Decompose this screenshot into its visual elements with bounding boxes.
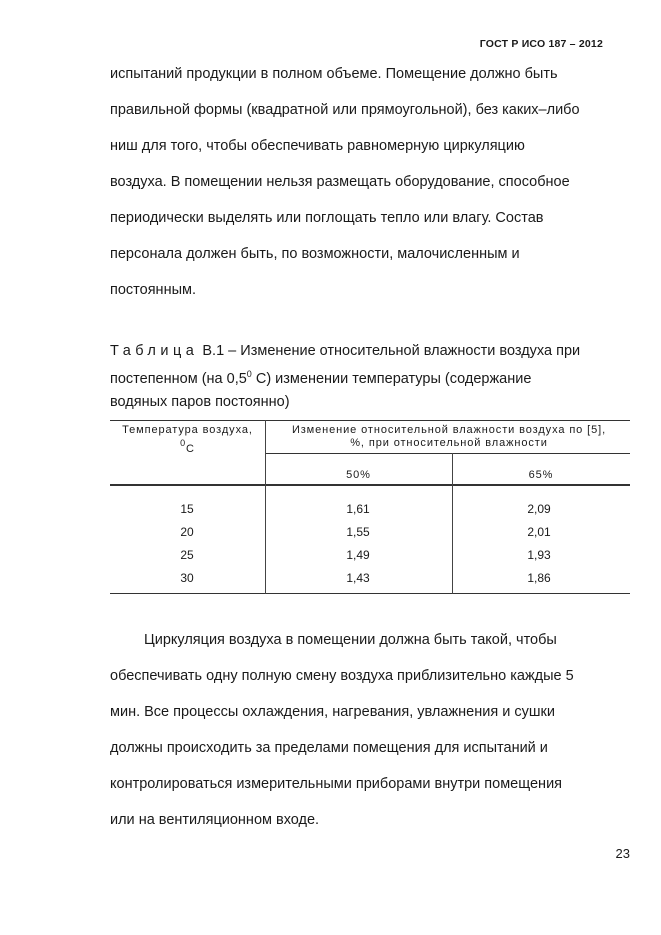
table-col-divider-1 <box>265 420 266 594</box>
paragraph-line: мин. Все процессы охлаждения, нагревания, увлажнения и сушки <box>110 704 555 720</box>
caption-title-line-2a: постепенном (на 0,5 <box>110 371 247 387</box>
page-number: 23 <box>615 846 630 861</box>
table-group-rule <box>265 453 630 454</box>
header-humidity-change: Изменение относительной влажности воздуха по [5], %, при относительной влажности <box>291 424 607 449</box>
paragraph-line: постоянным. <box>110 282 196 298</box>
document-header: ГОСТ Р ИСО 187 – 2012 <box>479 38 603 50</box>
cell-65: 1,93 <box>527 548 551 562</box>
table-header-rule <box>110 484 630 486</box>
cell-50: 1,49 <box>346 548 370 562</box>
cell-temp: 15 <box>180 502 194 516</box>
table-caption <box>110 340 640 414</box>
caption-label: Таблица <box>110 343 199 359</box>
paragraph-line: ниш для того, чтобы обеспечивать равномерную циркуляцию <box>110 138 525 154</box>
paragraph-1 <box>110 62 630 314</box>
cell-50: 1,61 <box>346 502 370 516</box>
cell-50: 1,43 <box>346 571 370 585</box>
caption-degree-sup: 0 <box>246 369 252 379</box>
cell-65: 1,86 <box>527 571 551 585</box>
cell-65: 2,09 <box>527 502 551 516</box>
paragraph-line: контролироваться измерительными приборами внутри помещения <box>110 776 563 792</box>
cell-temp: 30 <box>180 571 194 585</box>
paragraph-line: или на вентиляционном входе. <box>110 812 320 828</box>
caption-title-line-3: водяных паров постоянно) <box>110 394 290 410</box>
paragraph-2 <box>110 628 630 844</box>
paragraph-line: воздуха. В помещении нельзя размещать оборудование, способное <box>110 174 570 190</box>
paragraph-line: испытаний продукции в полном объеме. Помещение должно быть <box>110 66 558 82</box>
humidity-table <box>110 420 630 594</box>
paragraph-line: обеспечивать одну полную смену воздуха приблизительно каждые 5 <box>110 668 574 684</box>
paragraph-line: Циркуляция воздуха в помещении должна быть такой, чтобы <box>144 632 557 648</box>
caption-title-line-1: Изменение относительной влажности воздуха при <box>240 343 581 359</box>
cell-temp: 20 <box>180 525 194 539</box>
paragraph-line: персонала должен быть, по возможности, малочисленным и <box>110 246 520 262</box>
caption-title-line-2b: С) изменении температуры (содержание <box>255 371 532 387</box>
table-bottom-rule <box>110 593 630 594</box>
cell-65: 2,01 <box>527 525 551 539</box>
cell-50: 1,55 <box>346 525 370 539</box>
header-50: 50% <box>346 469 371 481</box>
header-65: 65% <box>528 469 554 481</box>
caption-number: В.1 – <box>202 343 237 359</box>
paragraph-line: должны происходить за пределами помещения для испытаний и <box>110 740 548 756</box>
cell-temp: 25 <box>180 548 194 562</box>
paragraph-line: правильной формы (квадратной или прямоугольной), без каких–либо <box>110 102 580 118</box>
header-temperature: Температура воздуха, $^0$С <box>122 424 253 455</box>
paragraph-line: периодически выделять или поглощать тепло или влагу. Состав <box>110 210 544 226</box>
table-top-rule <box>110 420 630 421</box>
